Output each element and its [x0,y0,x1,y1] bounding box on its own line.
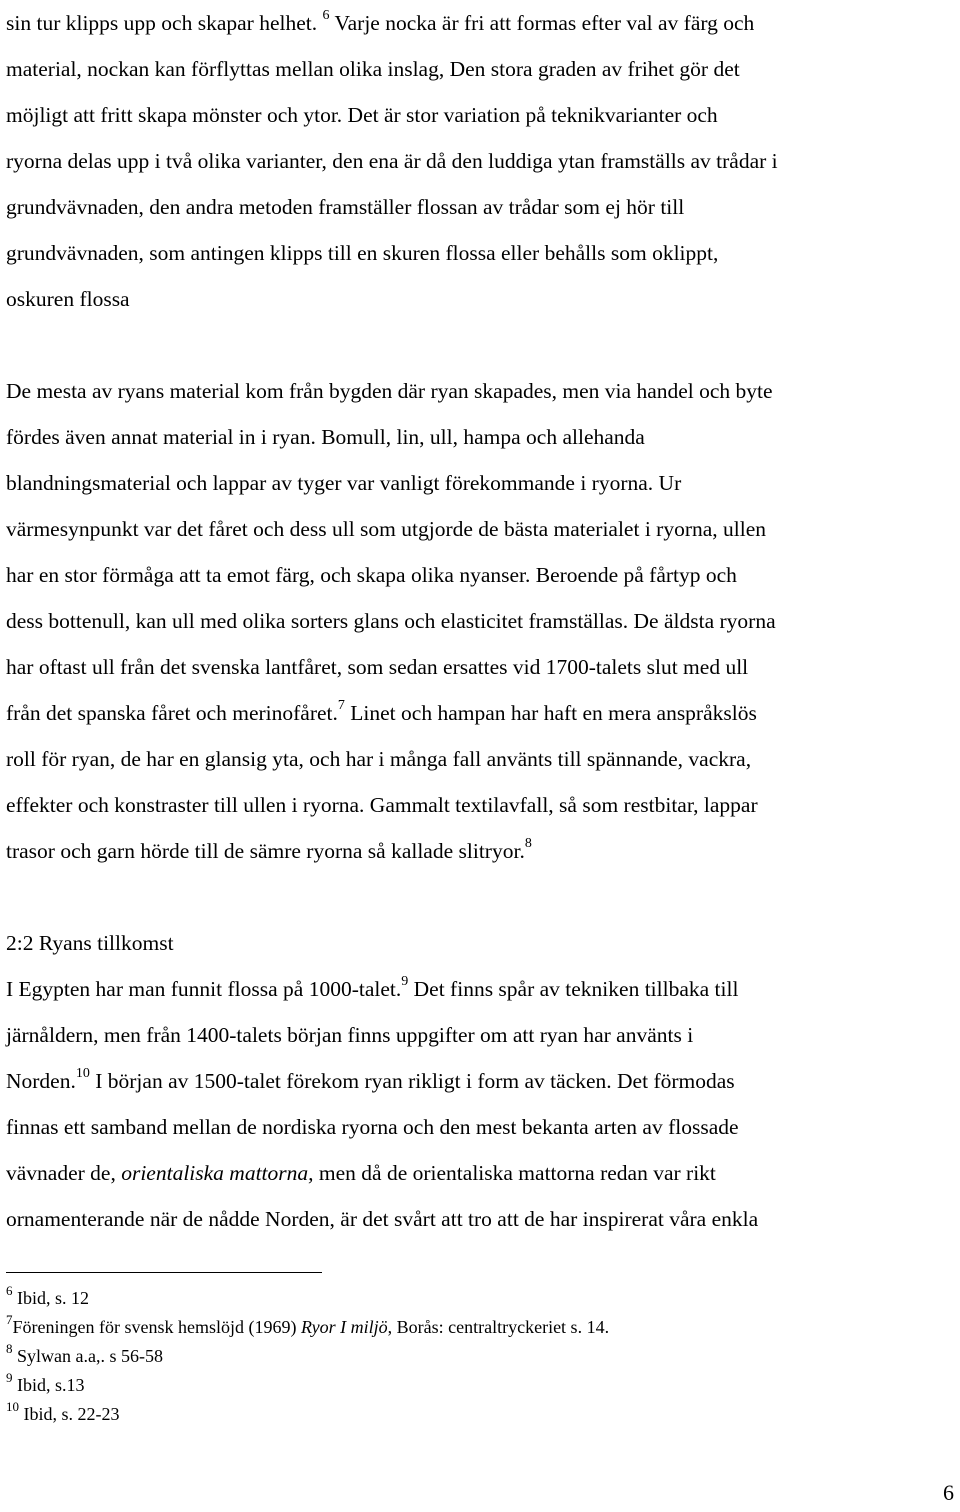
text-line: grundvävnaden, som antingen klipps till en skuren flossa eller behålls som oklippt, [6,241,719,265]
emphasized-text: Ryor I miljö [300,1317,388,1337]
footnote-ref[interactable]: 9 [401,973,409,989]
text-line: från det spanska fåret och merinofåret.$^7$ Linet och hampan har haft en mera anspråkslös [6,697,757,725]
text-line: ryorna delas upp i två olika varianter, den ena är då den luddiga ytan framställs av trådar i [6,149,778,173]
text-line: fördes även annat material in i ryan. Bomull, lin, ull, hampa och allehanda [6,425,645,449]
page-number: 6 [943,1480,954,1505]
emphasized-text: orientaliska mattorna, [121,1161,314,1185]
text-line: grundvävnaden, den andra metoden framställer flossan av trådar som ej hör till [6,195,685,219]
text-line: möjligt att fritt skapa mönster och ytor. Det är stor variation på teknikvarianter och [6,103,718,127]
footnote-number: 10 [6,1399,19,1414]
text-line: finnas ett samband mellan de nordiska ryorna och den mest bekanta arten av flossade [6,1115,739,1139]
footnote-number: 9 [6,1370,13,1385]
text-line: ornamenterande när de nådde Norden, är det svårt att tro att de har inspirerat våra enkla [6,1207,759,1231]
text-line: oskuren flossa [6,287,130,311]
footnote: $^6$ Ibid, s. 12 [6,1283,89,1308]
text-line: har en stor förmåga att ta emot färg, och skapa olika nyanser. Beroende på fårtyp och [6,563,737,587]
text-line: De mesta av ryans material kom från bygden där ryan skapades, men via handel och byte [6,379,773,403]
document-page [6,0,954,1242]
text-line: har oftast ull från det svenska lantfåret, som sedan ersattes vid 1700-talets slut med ull [6,655,749,679]
text-line: I Egypten har man funnit flossa på 1000-talet.$^9$ Det finns spår av tekniken tillbaka till [6,973,739,1001]
body-text [6,0,954,1242]
text-line: järnåldern, men från 1400-talets början finns uppgifter om att ryan har använts i [6,1023,694,1047]
footnote: $^{10}$ Ibid, s. 22-23 [6,1399,120,1424]
text-line: värmesynpunkt var det fåret och dess ull som utgjorde de bästa materialet i ryorna, ullen [6,517,767,541]
text-line: effekter och konstraster till ullen i ryorna. Gammalt textilavfall, så som restbitar, lappar [6,793,758,817]
text-line: Norden.$^{10}$ I början av 1500-talet förekom ryan rikligt i form av täcken. Det förmodas [6,1065,735,1093]
section-heading: 2:2 Ryans tillkomst [6,931,174,955]
footnote-ref[interactable]: 10 [75,1065,90,1081]
text-line: material, nockan kan förflyttas mellan olika inslag, Den stora graden av frihet gör det [6,57,740,81]
footnote-number: 8 [6,1341,13,1356]
text-line: sin tur klipps upp och skapar helhet. $^6$ Varje nocka är fri att formas efter val av färg och [6,7,755,35]
footnote-ref[interactable]: 6 [322,7,330,23]
footnote: $^7$Föreningen för svensk hemslöjd (1969) Ryor I miljö, Borås: centraltryckeriet s. 14. [6,1312,610,1337]
text-line: vävnader de, orientaliska mattorna, men då de orientaliska mattorna redan var rikt [6,1161,716,1185]
footnote-number: 7 [6,1312,13,1327]
footnotes [6,1284,609,1429]
footnote: $^9$ Ibid, s.13 [6,1370,85,1395]
footnote-separator [6,1272,322,1273]
text-line: roll för ryan, de har en glansig yta, och har i många fall använts till spännande, vackra, [6,747,752,771]
footnote-ref[interactable]: 8 [524,835,532,851]
footnote-ref[interactable]: 7 [337,697,345,713]
paragraph-gap [6,874,954,920]
paragraph-gap [6,322,954,368]
footnote: $^8$ Sylwan a.a,. s 56-58 [6,1341,163,1366]
footnote-number: 6 [6,1283,13,1298]
text-line: blandningsmaterial och lappar av tyger var vanligt förekommande i ryorna. Ur [6,471,682,495]
text-line: dess bottenull, kan ull med olika sorters glans och elasticitet framställas. De äldsta ryorna [6,609,776,633]
text-line: trasor och garn hörde till de sämre ryorna så kallade slitryor.$^8$ [6,835,532,863]
